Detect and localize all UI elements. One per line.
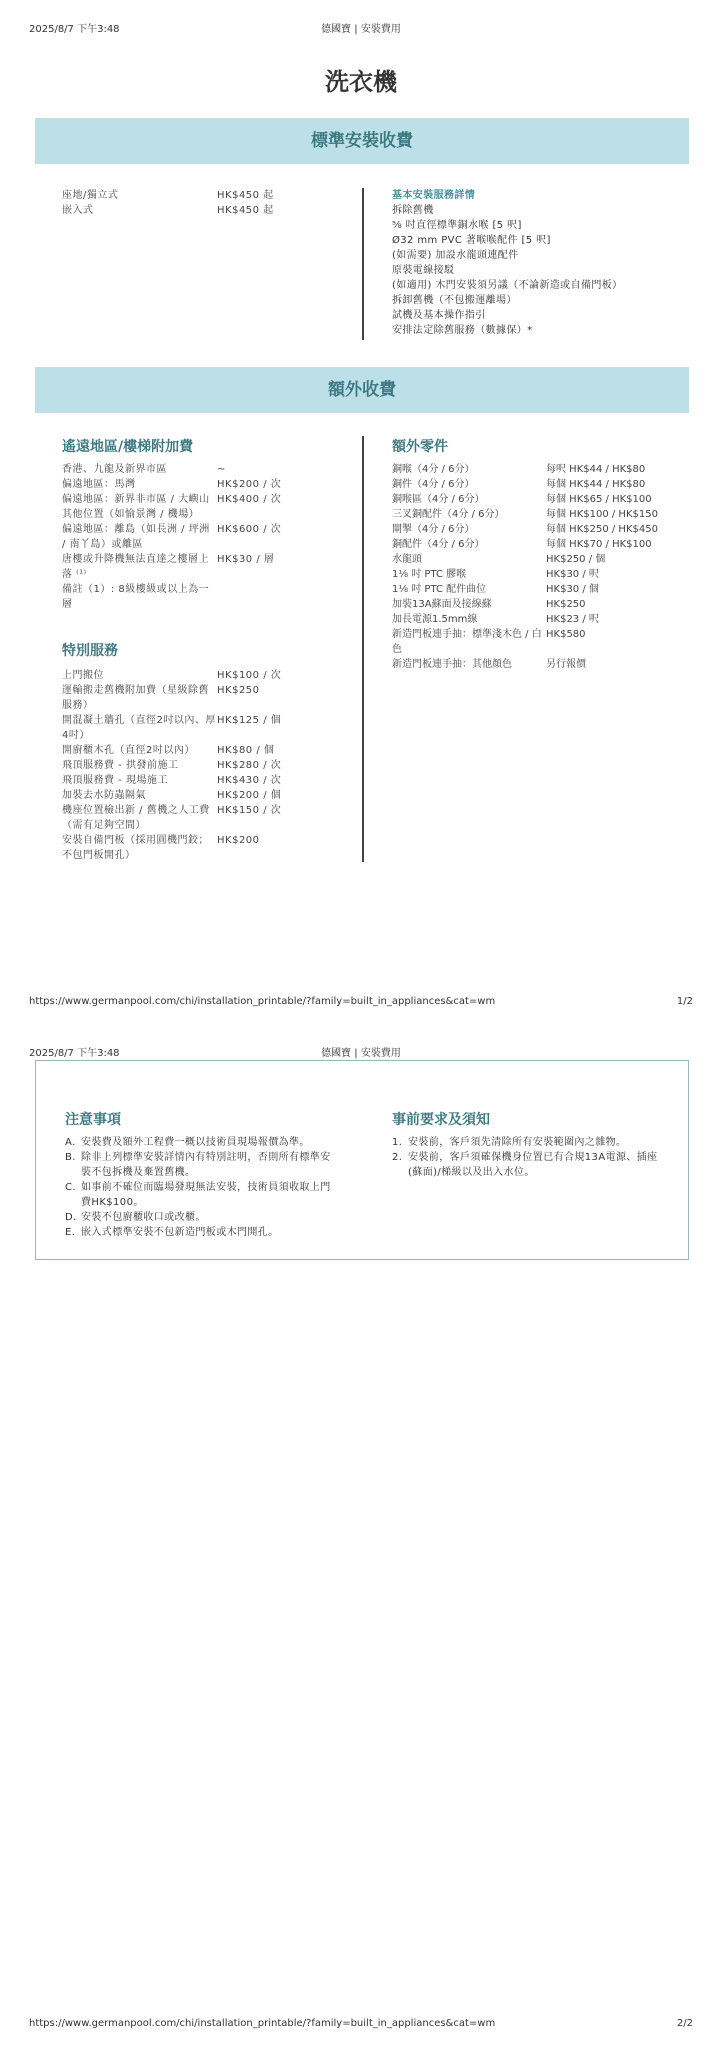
standard-fee-banner: 標準安裝收費 (35, 118, 689, 164)
fee-label: 座地/獨立式 (62, 190, 119, 201)
remote-surcharge-list (62, 462, 290, 612)
fee-label: 偏遠地區：馬灣 (62, 479, 136, 490)
notes-list (65, 1135, 337, 1240)
part-row (392, 552, 692, 567)
requirement-text: 安裝前，客戶須先清除所有安裝範圍內之雜物。 (408, 1137, 627, 1148)
note-marker: A. (65, 1137, 76, 1148)
extra-fee-banner: 額外收費 (35, 367, 689, 413)
note-item (65, 1150, 337, 1180)
part-label: 閘掣（4分 / 6分） (392, 524, 475, 535)
note-marker: E. (65, 1227, 76, 1238)
column-divider (362, 188, 364, 340)
notes-title: 注意事項 (65, 1112, 121, 1128)
fee-label: 唐樓或升降機無法直達之樓層上落 ⁽¹⁾ (62, 554, 209, 580)
fee-value: HK$600 / 次 (217, 524, 282, 535)
page-header (0, 20, 722, 38)
fee-row (62, 203, 282, 218)
special-service-list (62, 668, 290, 863)
fee-label: 機座位置檢出新 / 舊機之人工費（需有足夠空間） (62, 805, 210, 831)
fee-value: HK$400 / 次 (217, 494, 282, 505)
fee-row (62, 773, 290, 788)
fee-row (62, 683, 290, 713)
part-row (392, 582, 692, 597)
extra-parts-list (392, 462, 692, 672)
special-service-title: 特別服務 (62, 643, 118, 659)
page-footer (0, 2018, 722, 2034)
part-row (392, 492, 692, 507)
print-url-link[interactable]: https://www.germanpool.com/chi/installation_printable/?family=built_in_appliances&cat=wm (29, 996, 496, 1007)
fee-row (62, 582, 290, 612)
fee-row (62, 552, 290, 582)
part-row (392, 462, 692, 477)
part-label: 新造門板連手抽：其他顏色 (392, 659, 512, 670)
part-value: HK$250 (546, 599, 586, 610)
part-value: HK$30 / 個 (546, 584, 599, 595)
part-row (392, 657, 692, 672)
part-row (392, 597, 692, 612)
part-row (392, 522, 692, 537)
part-value: 另行報價 (546, 659, 586, 670)
part-row (392, 627, 692, 657)
fee-row (62, 477, 290, 492)
remote-surcharge-title: 遙遠地區/樓梯附加費 (62, 439, 194, 455)
fee-label: 飛頂服務費 - 拱發前施工 (62, 760, 179, 771)
requirements-title: 事前要求及須知 (392, 1112, 490, 1128)
fee-label: 安裝自備門板（採用圓機門鉸；不包門板開孔） (62, 835, 209, 861)
requirement-marker: 2. (392, 1152, 403, 1163)
part-label: 1⅛ 吋 PTC 配件曲位 (392, 584, 487, 595)
fee-label: 上門搬位 (62, 670, 104, 681)
fee-row (62, 668, 290, 683)
fee-row (62, 188, 282, 203)
fee-value: HK$200 / 個 (217, 790, 282, 801)
service-detail-item: (如需要) 加設水龍頭連配件 (392, 250, 519, 261)
part-value: 每個 HK$250 / HK$450 (546, 524, 658, 535)
part-value: HK$23 / 呎 (546, 614, 599, 625)
part-value: 每個 HK$44 / HK$80 (546, 479, 646, 490)
fee-row (62, 758, 290, 773)
fee-row (62, 713, 290, 743)
fee-row (62, 833, 290, 863)
service-detail-item: (如適用) 木門安裝須另議（不論新造或自備門板） (392, 280, 623, 291)
note-item (65, 1210, 337, 1225)
part-label: 加裝13A蘇面及接線蘇 (392, 599, 492, 610)
note-item (65, 1135, 337, 1150)
service-details-title: 基本安裝服務詳情 (392, 190, 476, 201)
fee-value: HK$100 / 次 (217, 670, 282, 681)
print-title: 德國寶 | 安裝費用 (321, 1048, 401, 1059)
service-detail-item: 安排法定除舊服務（數據保）* (392, 325, 533, 336)
part-row (392, 567, 692, 582)
part-row (392, 612, 692, 627)
part-value: 每個 HK$65 / HK$100 (546, 494, 652, 505)
fee-label: 偏遠地區：新界非市區 / 大嶼山其他位置（如愉景灣 / 機場） (62, 494, 210, 520)
part-label: 銅件（4分 / 6分） (392, 479, 475, 490)
fee-value: HK$200 (217, 835, 260, 846)
note-marker: D. (65, 1212, 77, 1223)
fee-label: 偏遠地區：離島（如長洲 / 坪洲 / 南丫島）或離區 (62, 524, 210, 550)
fee-value (217, 582, 290, 612)
part-row (392, 507, 692, 522)
fee-value: HK$450 起 (217, 190, 274, 201)
notes-box (35, 1060, 689, 1260)
fee-value: HK$80 / 個 (217, 745, 275, 756)
fee-label: 飛頂服務費 - 現場施工 (62, 775, 168, 786)
column-divider (362, 436, 364, 862)
part-label: 三叉銅配件（4分 / 6分） (392, 509, 505, 520)
part-label: 新造門板連手抽：標準淺木色 / 白色 (392, 629, 542, 655)
standard-fee-list (62, 188, 282, 218)
fee-value: HK$150 / 次 (217, 805, 282, 816)
fee-label: 嵌入式 (62, 205, 94, 216)
print-date: 2025/8/7 下午3:48 (29, 1048, 120, 1059)
service-detail-item: Ø32 mm PVC 著喉喉配件 [5 呎] (392, 235, 551, 246)
fee-value: HK$450 起 (217, 205, 274, 216)
part-label: 銅配件（4分 / 6分） (392, 539, 485, 550)
print-title: 德國寶 | 安裝費用 (321, 24, 401, 35)
fee-value: HK$30 / 層 (217, 554, 275, 565)
part-label: 加長電源1.5mm線 (392, 614, 478, 625)
note-text: 安裝費及額外工程費一概以技術員現場報價為準。 (81, 1137, 310, 1148)
part-value: 每個 HK$100 / HK$150 (546, 509, 658, 520)
part-label: 1⅛ 吋 PTC 膠喉 (392, 569, 467, 580)
extra-parts-title: 額外零件 (392, 439, 448, 455)
note-text: 除非上列標準安裝詳情內有特別註明，否則所有標準安裝不包拆機及棄置舊機。 (81, 1152, 331, 1178)
fee-value: ~ (217, 464, 226, 475)
service-detail-item: 試機及基本操作指引 (392, 310, 486, 321)
fee-row (62, 743, 290, 758)
page-number: 1/2 (676, 996, 693, 1007)
note-text: 如事前不確位而臨場發現無法安裝，技術員須收取上門費HK$100。 (81, 1182, 331, 1208)
requirement-marker: 1. (392, 1137, 403, 1148)
page-number: 2/2 (676, 2018, 693, 2029)
fee-label: 加裝去水防蟲隔氣 (62, 790, 146, 801)
fee-value: HK$250 (217, 685, 260, 696)
part-value: 每呎 HK$44 / HK$80 (546, 464, 646, 475)
fee-value: HK$125 / 個 (217, 715, 282, 726)
fee-label: 備註（1）: 8級樓級或以上為一層 (62, 584, 210, 610)
fee-row (62, 462, 290, 477)
print-date: 2025/8/7 下午3:48 (29, 24, 120, 35)
fee-label: 開混凝土牆孔（直徑2吋以內、厚4吋） (62, 715, 216, 741)
note-marker: C. (65, 1182, 76, 1193)
part-label: 銅喉（4分 / 6分） (392, 464, 475, 475)
service-detail-item: ⅝ 吋直徑標準銅水喉 [5 呎] (392, 220, 522, 231)
requirement-item (392, 1135, 664, 1150)
service-detail-item: 拆卸舊機（不包搬運離場） (392, 295, 517, 306)
fee-row (62, 522, 290, 552)
requirement-text: 安裝前，客戶須確保機身位置已有合規13A電源、插座(蘇面)/梯級以及出入水位。 (408, 1152, 658, 1178)
note-item (65, 1225, 337, 1240)
note-marker: B. (65, 1152, 76, 1163)
part-value: HK$580 (546, 629, 586, 640)
part-value: HK$30 / 呎 (546, 569, 599, 580)
fee-row (62, 788, 290, 803)
part-row (392, 537, 692, 552)
fee-label: 運輸搬走舊機附加費（星級除舊服務） (62, 685, 209, 711)
fee-label: 香港、九龍及新界市區 (62, 464, 167, 475)
note-text: 安裝不包廚櫃收口或改櫃。 (81, 1212, 206, 1223)
page-footer (0, 996, 722, 1012)
service-detail-item: 拆除舊機 (392, 205, 434, 216)
requirements-list (392, 1135, 664, 1180)
part-label: 銅喉區（4分 / 6分） (392, 494, 485, 505)
service-detail-item: 原裝電線接駁 (392, 265, 455, 276)
fee-label: 開廚櫃木孔（直徑2吋以內） (62, 745, 195, 756)
part-row (392, 477, 692, 492)
print-url-link[interactable]: https://www.germanpool.com/chi/installation_printable/?family=built_in_appliances&cat=wm (29, 2018, 496, 2029)
page-title: 洗衣機 (325, 68, 397, 96)
fee-value: HK$200 / 次 (217, 479, 282, 490)
note-text: 嵌入式標準安裝不包新造門板或木門開孔。 (81, 1227, 279, 1238)
fee-value: HK$280 / 次 (217, 760, 282, 771)
note-item (65, 1180, 337, 1210)
requirement-item (392, 1150, 664, 1180)
part-label: 水龍頭 (392, 554, 422, 565)
fee-row (62, 492, 290, 522)
fee-value: HK$430 / 次 (217, 775, 282, 786)
part-value: HK$250 / 個 (546, 554, 606, 565)
service-details (392, 188, 692, 338)
part-value: 每個 HK$70 / HK$100 (546, 539, 652, 550)
fee-row (62, 803, 290, 833)
